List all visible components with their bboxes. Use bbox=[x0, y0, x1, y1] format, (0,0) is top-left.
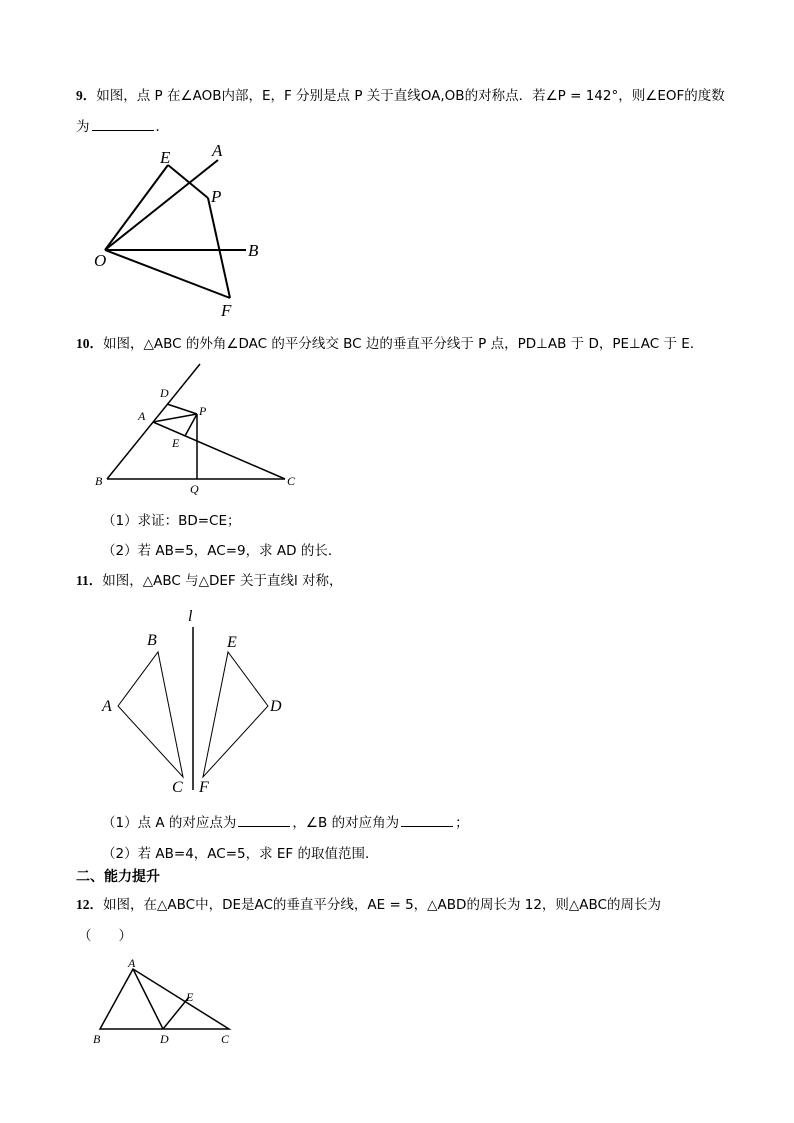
section-title: 二、能力提升 bbox=[76, 869, 160, 885]
q11-number: 11． bbox=[76, 573, 103, 588]
q10-text: 如图，△ABC 的外角∠DAC 的平分线交 BC 边的垂直平分线于 P 点，PD⊥AB 于 D，PE⊥AC 于 E． bbox=[103, 336, 704, 352]
q11-label-A: A bbox=[102, 698, 112, 715]
q9-label-A: A bbox=[212, 141, 223, 160]
q11-label-E: E bbox=[227, 634, 237, 651]
q11-sub1-text-c: ； bbox=[455, 815, 469, 831]
q10-label-E: E bbox=[172, 436, 180, 450]
q11-label-C: C bbox=[172, 779, 183, 796]
q10-label-D: D bbox=[160, 386, 169, 400]
q10-label-Q: Q bbox=[190, 482, 199, 496]
q12-number: 12． bbox=[76, 897, 103, 912]
q9-text: 如图，点 P 在∠AOB内部，E，F 分别是点 P 关于直线OA,OB的对称点．若∠P = 142°，则∠EOF的度数 bbox=[96, 88, 725, 104]
q9-number: 9． bbox=[76, 88, 97, 103]
q9-label-B: B bbox=[248, 241, 259, 260]
q10-sub2: （2）若 AB=5，AC=9，求 AD 的长． bbox=[102, 543, 342, 559]
q12-label-C: C bbox=[221, 1032, 230, 1046]
q10-label-C: C bbox=[287, 474, 296, 488]
q12-label-B: B bbox=[93, 1032, 101, 1046]
q12-label-D: D bbox=[160, 1032, 169, 1046]
q12-text: 如图，在△ABC中，DE是AC的垂直平分线，AE = 5，△ABD的周长为 12，则△ABC的周长为 bbox=[103, 897, 661, 913]
q9-label-P: P bbox=[211, 187, 222, 206]
q12-triangle-ABC bbox=[100, 969, 229, 1029]
q10-label-B: B bbox=[95, 474, 103, 488]
q11-label-B: B bbox=[147, 632, 157, 649]
q10-label-P: P bbox=[199, 404, 207, 418]
q10-label-A: A bbox=[138, 409, 146, 423]
q11-label-D: D bbox=[270, 698, 282, 715]
q11-label-l: l bbox=[188, 608, 193, 625]
q9-label-O: O bbox=[94, 251, 107, 270]
q11-sub1-text-b: ，∠B 的对应角为 bbox=[292, 815, 400, 831]
q9-label-F: F bbox=[221, 301, 232, 320]
q12-paren: （ ） bbox=[78, 928, 132, 944]
q11-sub2: （2）若 AB=4，AC=5，求 EF 的取值范围． bbox=[102, 846, 379, 862]
q11-label-F: F bbox=[199, 779, 209, 796]
q9-text2: 为 bbox=[76, 119, 90, 135]
q12-label-E: E bbox=[186, 990, 194, 1004]
q12-label-A: A bbox=[128, 956, 136, 970]
q11-text: 如图，△ABC 与△DEF 关于直线l 对称， bbox=[102, 573, 343, 589]
q11-sub1-text-a: （1）点 A 的对应点为 bbox=[102, 815, 237, 831]
q10-number: 10． bbox=[76, 336, 103, 351]
q10-sub1: （1）求证：BD=CE； bbox=[102, 513, 241, 529]
q9-period: ． bbox=[155, 119, 169, 135]
q9-label-E: E bbox=[160, 148, 171, 167]
